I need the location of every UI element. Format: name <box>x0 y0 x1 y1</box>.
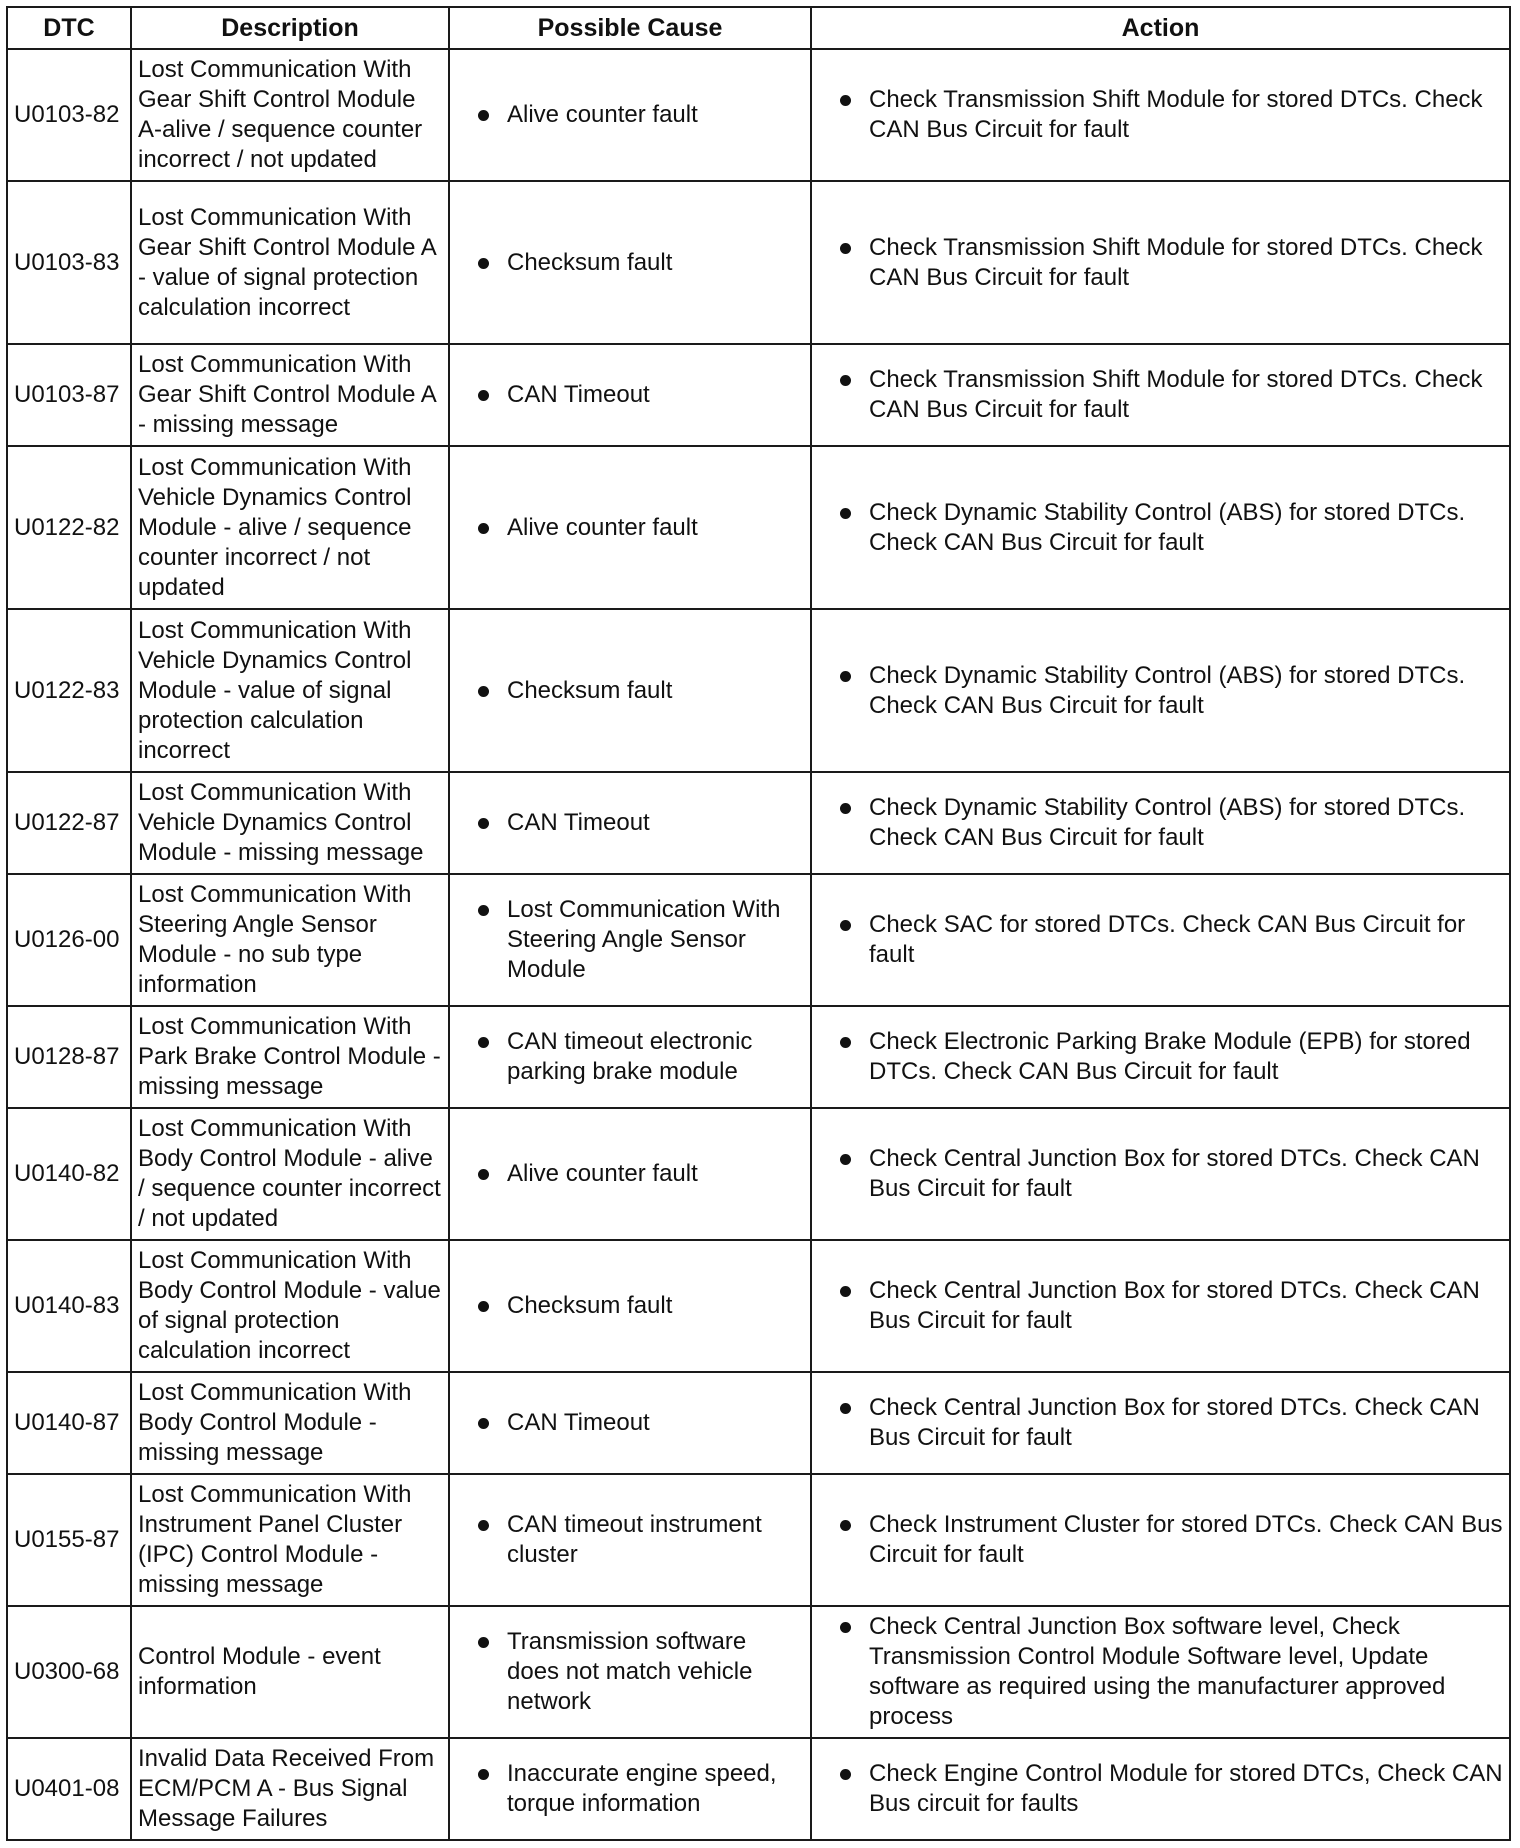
bullet-icon <box>840 1037 851 1048</box>
bullet-icon <box>478 1637 489 1648</box>
table-row <box>7 446 1510 609</box>
dtc-code: U0122-83 <box>7 609 131 772</box>
table-row <box>7 1240 1510 1372</box>
dtc-table <box>6 6 1511 1841</box>
action-text: Check Central Junction Box for stored DTCs. Check CAN Bus Circuit for fault <box>869 1394 1480 1451</box>
table-row <box>7 1474 1510 1606</box>
possible-cause: Lost Communication With Steering Angle Sensor Module <box>507 896 781 983</box>
bullet-icon <box>840 1154 851 1165</box>
description-cell: Lost Communication With Steering Angle Sensor Module - no sub type information <box>131 874 449 1006</box>
table-row <box>7 49 1510 181</box>
description-cell: Lost Communication With Vehicle Dynamics Control Module - value of signal protection calculation incorrect <box>131 609 449 772</box>
action-text: Check Instrument Cluster for stored DTCs. Check CAN Bus Circuit for fault <box>869 1511 1503 1568</box>
description-cell: Lost Communication With Park Brake Control Module - missing message <box>131 1006 449 1108</box>
dtc-code: U0126-00 <box>7 874 131 1006</box>
header-action: Action <box>811 7 1510 49</box>
action-text: Check Electronic Parking Brake Module (EPB) for stored DTCs. Check CAN Bus Circuit for fault <box>869 1028 1471 1085</box>
table-row <box>7 181 1510 344</box>
table-row <box>7 1372 1510 1474</box>
description-cell: Lost Communication With Vehicle Dynamics Control Module - alive / sequence counter incorrect / not updated <box>131 446 449 609</box>
possible-cause: Checksum fault <box>507 248 673 276</box>
table-row <box>7 1108 1510 1240</box>
description-cell: Control Module - event information <box>131 1606 449 1738</box>
possible-cause: Transmission software does not match vehicle network <box>507 1628 753 1715</box>
bullet-icon <box>840 1286 851 1297</box>
bullet-icon <box>840 1769 851 1780</box>
bullet-icon <box>478 905 489 916</box>
possible-cause: CAN timeout electronic parking brake module <box>507 1028 753 1085</box>
dtc-code: U0401-08 <box>7 1738 131 1840</box>
description-cell: Lost Communication With Body Control Module - missing message <box>131 1372 449 1474</box>
bullet-icon <box>840 920 851 931</box>
dtc-code: U0155-87 <box>7 1474 131 1606</box>
dtc-code: U0103-82 <box>7 49 131 181</box>
bullet-icon <box>840 1520 851 1531</box>
dtc-code: U0140-82 <box>7 1108 131 1240</box>
possible-cause: Alive counter fault <box>507 101 698 128</box>
header-dtc: DTC <box>7 7 131 49</box>
bullet-icon <box>478 1520 489 1531</box>
description-cell: Lost Communication With Vehicle Dynamics Control Module - missing message <box>131 772 449 874</box>
bullet-icon <box>478 1169 489 1180</box>
bullet-icon <box>478 1769 489 1780</box>
dtc-code: U0122-87 <box>7 772 131 874</box>
table-row <box>7 874 1510 1006</box>
action-text: Check Engine Control Module for stored DTCs, Check CAN Bus circuit for faults <box>869 1760 1503 1817</box>
table-row <box>7 1606 1510 1738</box>
possible-cause: CAN Timeout <box>507 809 650 836</box>
bullet-icon <box>478 523 489 534</box>
description-cell: Invalid Data Received From ECM/PCM A - Bus Signal Message Failures <box>131 1738 449 1840</box>
header-description: Description <box>131 7 449 49</box>
action-text: Check Dynamic Stability Control (ABS) for stored DTCs. Check CAN Bus Circuit for fault <box>869 498 1466 556</box>
dtc-code: U0128-87 <box>7 1006 131 1108</box>
bullet-icon <box>840 1403 851 1414</box>
action-text: Check SAC for stored DTCs. Check CAN Bus Circuit for fault <box>869 911 1466 968</box>
dtc-code: U0300-68 <box>7 1606 131 1738</box>
dtc-code: U0140-83 <box>7 1240 131 1372</box>
possible-cause: CAN Timeout <box>507 1409 650 1436</box>
action-text: Check Dynamic Stability Control (ABS) for stored DTCs. Check CAN Bus Circuit for fault <box>869 794 1466 851</box>
table-row <box>7 609 1510 772</box>
dtc-document <box>6 6 1511 1841</box>
possible-cause: Checksum fault <box>507 1292 673 1319</box>
action-text: Check Dynamic Stability Control (ABS) for stored DTCs. Check CAN Bus Circuit for fault <box>869 661 1466 719</box>
header-possible-cause: Possible Cause <box>449 7 811 49</box>
action-text: Check Transmission Shift Module for stored DTCs. Check CAN Bus Circuit for fault <box>869 86 1483 143</box>
header-row <box>7 7 1510 49</box>
bullet-icon <box>478 1037 489 1048</box>
description-cell: Lost Communication With Gear Shift Control Module A - value of signal protection calculation incorrect <box>131 181 449 344</box>
dtc-code: U0103-87 <box>7 344 131 446</box>
bullet-icon <box>478 1418 489 1429</box>
action-text: Check Central Junction Box for stored DTCs. Check CAN Bus Circuit for fault <box>869 1277 1480 1334</box>
action-text: Check Central Junction Box software level, Check Transmission Control Module Software level, Update software as required using the manufacturer approved process <box>869 1613 1446 1730</box>
bullet-icon <box>478 686 489 697</box>
action-text: Check Transmission Shift Module for stored DTCs. Check CAN Bus Circuit for fault <box>869 366 1483 423</box>
description-cell: Lost Communication With Body Control Module - alive / sequence counter incorrect / not updated <box>131 1108 449 1240</box>
description-cell: Lost Communication With Instrument Panel Cluster (IPC) Control Module - missing message <box>131 1474 449 1606</box>
bullet-icon <box>840 95 851 106</box>
table-row <box>7 344 1510 446</box>
bullet-icon <box>478 258 489 269</box>
bullet-icon <box>478 818 489 829</box>
description-cell: Lost Communication With Body Control Module - value of signal protection calculation incorrect <box>131 1240 449 1372</box>
description-cell: Lost Communication With Gear Shift Control Module A - missing message <box>131 344 449 446</box>
bullet-icon <box>840 508 851 519</box>
possible-cause: Alive counter fault <box>507 513 698 541</box>
bullet-icon <box>840 375 851 386</box>
action-text: Check Central Junction Box for stored DTCs. Check CAN Bus Circuit for fault <box>869 1145 1480 1202</box>
possible-cause: CAN timeout instrument cluster <box>507 1511 762 1568</box>
dtc-code: U0140-87 <box>7 1372 131 1474</box>
table-row <box>7 1006 1510 1108</box>
possible-cause: Alive counter fault <box>507 1160 698 1187</box>
dtc-code: U0103-83 <box>7 181 131 344</box>
bullet-icon <box>840 1622 851 1633</box>
bullet-icon <box>478 390 489 401</box>
possible-cause: Inaccurate engine speed, torque information <box>507 1760 777 1817</box>
dtc-code: U0122-82 <box>7 446 131 609</box>
table-row <box>7 1738 1510 1840</box>
bullet-icon <box>478 1301 489 1312</box>
bullet-icon <box>840 671 851 682</box>
possible-cause: CAN Timeout <box>507 381 650 408</box>
bullet-icon <box>840 803 851 814</box>
bullet-icon <box>840 243 851 254</box>
action-text: Check Transmission Shift Module for stored DTCs. Check CAN Bus Circuit for fault <box>869 233 1483 291</box>
table-row <box>7 772 1510 874</box>
bullet-icon <box>478 110 489 121</box>
possible-cause: Checksum fault <box>507 676 673 704</box>
description-cell: Lost Communication With Gear Shift Control Module A-alive / sequence counter incorrect / not updated <box>131 49 449 181</box>
